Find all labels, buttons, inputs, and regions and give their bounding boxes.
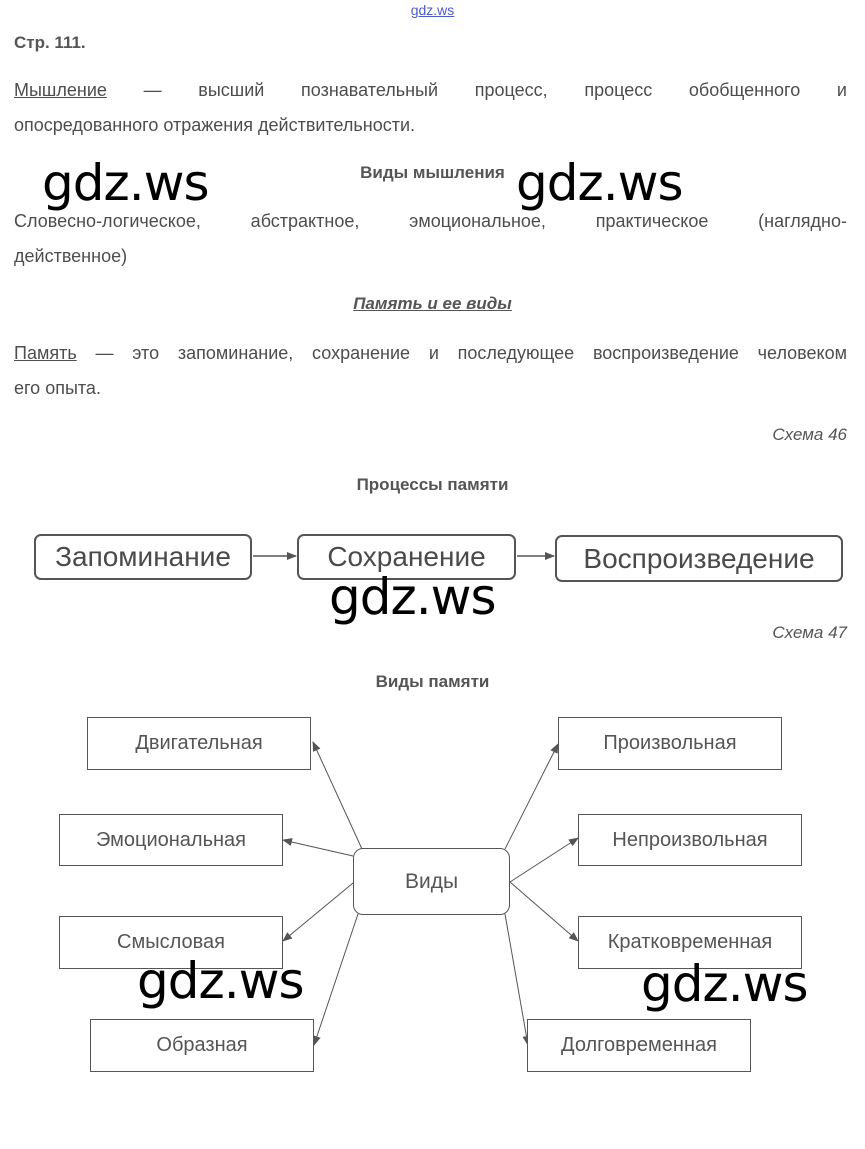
- watermark-2: gdz.ws: [516, 154, 683, 212]
- arrow-to-involuntary: [510, 838, 578, 882]
- memory-types-center-box: [353, 848, 510, 915]
- memory-type-figurative-box: [90, 1019, 314, 1072]
- thinking-definition-line-2: опосредованного отражения действительности.: [14, 115, 416, 135]
- memory-type-involuntary-box: [578, 814, 802, 866]
- thinking-definition-text: — высший познавательный процесс, процесс обобщенного и: [106, 80, 847, 100]
- center-label: Виды: [404, 869, 459, 893]
- memory-type-long-term-label: Долговременная: [561, 1034, 717, 1056]
- watermark-1: gdz.ws: [42, 154, 209, 212]
- memory-processes-heading: Процессы памяти: [356, 475, 509, 494]
- memory-type-emotional-box: [59, 814, 283, 866]
- page-reference: Стр. 111.: [14, 33, 86, 52]
- thinking-types-heading: Виды мышления: [360, 163, 505, 182]
- top-watermark-link[interactable]: gdz.ws: [410, 2, 455, 18]
- process-memorization-label: Запоминание: [55, 541, 231, 572]
- memory-type-emotional-label: Эмоциональная: [95, 828, 247, 851]
- process-retention-label: Сохранение: [327, 541, 486, 572]
- memory-definition-text: — это запоминание, сохранение и последующее воспроизведение человеком: [76, 343, 847, 363]
- watermark-5: gdz.ws: [641, 955, 808, 1013]
- memory-definition-line-2: его опыта.: [14, 378, 101, 398]
- arrow-to-figurative: [314, 914, 358, 1045]
- memory-type-motor-label: Двигательная: [135, 732, 263, 754]
- memory-type-voluntary-box: [558, 717, 782, 770]
- memory-term: Память: [14, 343, 77, 363]
- thinking-term: Мышление: [14, 80, 107, 100]
- watermark-4: gdz.ws: [137, 952, 304, 1010]
- memory-type-semantic-label: Смысловая: [117, 931, 225, 953]
- arrow-to-motor: [313, 742, 362, 849]
- thinking-types-line-1: Словесно-логическое, абстрактное, эмоциональное, практическое (наглядно-: [14, 211, 847, 231]
- memory-type-figurative-label: Образная: [156, 1034, 248, 1056]
- memory-type-motor-box: [87, 717, 311, 770]
- memory-type-short-term-label: Кратковременная: [607, 931, 773, 953]
- arrow-to-semantic: [283, 883, 353, 941]
- scheme-46-label: Схема 46: [772, 425, 847, 444]
- memory-heading: Память и ее виды: [353, 294, 512, 313]
- process-reproduction-label: Воспроизведение: [583, 542, 815, 574]
- thinking-types-line-2: действенное): [14, 246, 128, 266]
- arrow-to-emotional: [283, 840, 353, 856]
- watermark-3: gdz.ws: [329, 568, 496, 626]
- memory-type-long-term-box: [527, 1019, 751, 1072]
- arrow-to-voluntary: [505, 744, 558, 849]
- memory-type-voluntary-label: Произвольная: [603, 732, 737, 754]
- memory-type-involuntary-label: Непроизвольная: [612, 828, 768, 851]
- memory-types-heading: Виды памяти: [375, 672, 490, 691]
- arrow-to-long-term: [505, 914, 528, 1045]
- arrow-to-short-term: [510, 882, 578, 941]
- scheme-47-label: Схема 47: [772, 623, 847, 642]
